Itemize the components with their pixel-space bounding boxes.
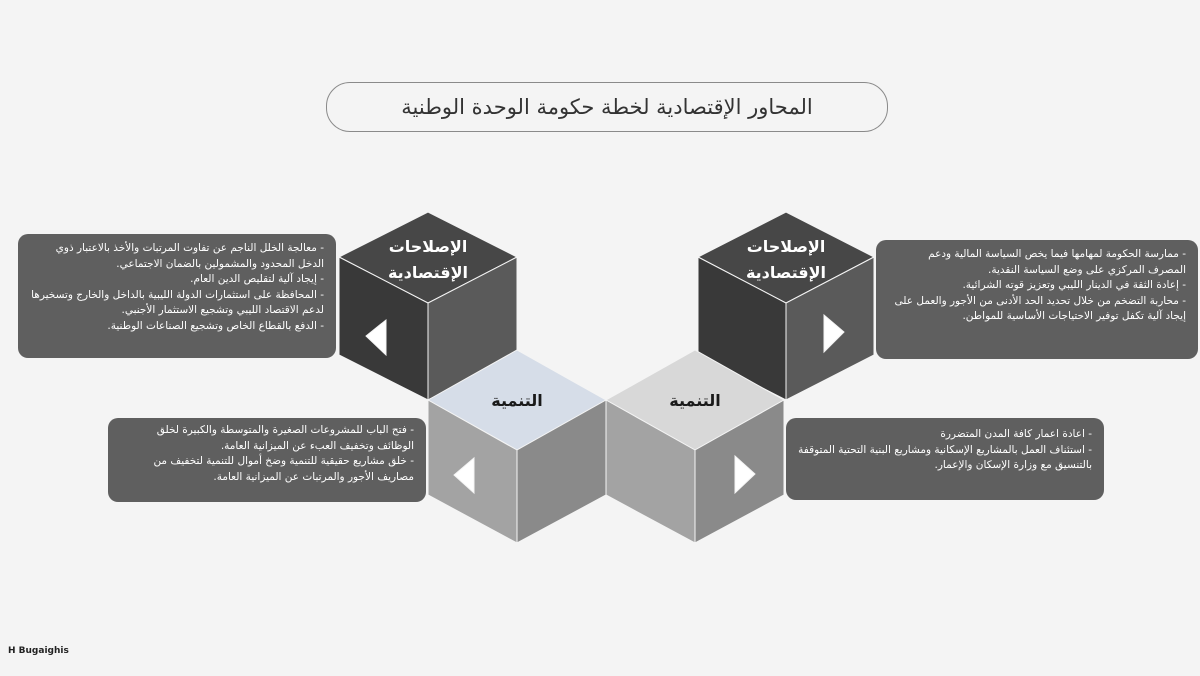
cube-top-left-label xyxy=(368,234,488,286)
panel-bullet: - الدفع بالقطاع الخاص وتشجيع الصناعات الوطنية. xyxy=(107,319,324,332)
label-text: التنمية xyxy=(491,391,543,410)
panel-top-left xyxy=(18,234,336,358)
label-line-1: الإصلاحات xyxy=(746,237,826,256)
label-line-1: الإصلاحات xyxy=(388,237,468,256)
panel-bullet: - خلق مشاريع حقيقية للتنمية وضخ أموال للتنمية لتخفيف من مصاريف الأجور والمرتبات عن الميزانية العامة. xyxy=(153,455,414,483)
panel-bullet: - معالجة الخلل الناجم عن تفاوت المرتبات والأخذ بالاعتبار ذوي الدخل المحدود والمشمولين بالضمان الاجتماعي. xyxy=(55,242,324,270)
page-title: المحاور الإقتصادية لخطة حكومة الوحدة الوطنية xyxy=(401,95,813,119)
panel-bottom-left xyxy=(108,418,426,502)
author-credit: H Bugaighis xyxy=(8,646,69,656)
panel-bottom-right xyxy=(786,418,1104,500)
panel-bullet: - إعادة الثقة في الدينار الليبي وتعزيز قوته الشرائية. xyxy=(962,279,1186,291)
panel-top-right xyxy=(876,240,1198,359)
panel-bullet: - فتح الباب للمشروعات الصغيرة والمتوسطة والكبيرة لخلق الوظائف وتخفيف العبء عن الميزانية العامة. xyxy=(156,424,414,452)
cube-top-right-label xyxy=(726,234,846,286)
cube-bottom-right-label xyxy=(635,388,755,414)
panel-bullet: - استئناف العمل بالمشاريع الإسكانية ومشاريع البنية التحتية المتوقفة بالتنسيق مع وزارة الإسكان والإعمار. xyxy=(798,443,1092,471)
panel-bullet: - المحافظة على استثمارات الدولة الليبية بالداخل والخارج وتسخيرها لدعم الاقتصاد الليبي وتشجيع الاستثمار الأجنبي. xyxy=(31,288,324,316)
panel-bullet: - ممارسة الحكومة لمهامها فيما يخص السياسة المالية ودعم المصرف المركزي على وضع السياسة النقدية. xyxy=(928,248,1186,276)
label-text: التنمية xyxy=(669,391,721,410)
cube-bottom-left-label xyxy=(457,388,577,414)
label-line-2: الإقتصادية xyxy=(745,263,827,282)
panel-bullet: - إيجاد آلية لتقليص الدين العام. xyxy=(190,273,324,285)
label-line-2: الإقتصادية xyxy=(387,263,469,282)
panel-bullet: - اعادة اعمار كافة المدن المتضررة xyxy=(940,428,1092,440)
panel-bullet: - محاربة التضخم من خلال تحديد الحد الأدنى من الأجور والعمل على إيجاد آلية تكفل توفير الاحتياجات الأساسية للمواطن. xyxy=(894,294,1186,322)
